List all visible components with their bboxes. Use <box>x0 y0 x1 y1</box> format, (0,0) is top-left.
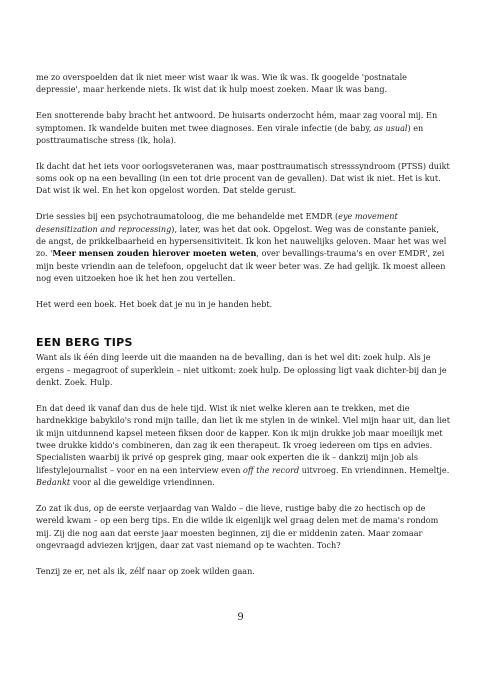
text-run: ), later, was het dat ook. Opgelost. Weg was de constante paniek, de angst, de prikkelbaarheid en hypersensitiviteit. Ik kon het nauwelijks geloven. Maar het was wel zo. ' <box>36 223 447 259</box>
text-run: Ik dacht dat het iets voor oorlogsveteranen was, maar posttraumatisch stresssyndroom (PTSS) duikt soms ook op na een bevalling (in een tot drie procent van de gevallen). Dat wist ik niet. Het is kut. Dat wist ik wel. En het kon opgelost worden. Dat stelde gerust. <box>36 160 450 196</box>
paragraph <box>36 298 450 310</box>
page-body <box>36 71 450 591</box>
text-run: ) en posttraumatische stress (ik, hola). <box>36 122 424 145</box>
italic-text: off the record <box>243 464 300 475</box>
text-run: me zo overspoelden dat ik niet meer wist waar ik was. Wie ik was. Ik googelde 'postnatale depressie', maar herkende niets. Ik wist dat ik hulp moest zoeken. Maar ik was bang. <box>36 72 407 95</box>
italic-text: eye movement desensitization and reprocessing <box>36 211 398 234</box>
page-number: 9 <box>237 612 244 623</box>
text-run: uitvroeg. En vriendinnen. Hemeltje. <box>299 464 450 475</box>
italic-text: Bedankt <box>36 477 71 488</box>
paragraph <box>36 502 450 552</box>
bold-text: Meer mensen zouden hierover moeten weten <box>52 248 257 259</box>
text-run: Zo zat ik dus, op de eerste verjaardag van Waldo – die lieve, rustige baby die zo hectisch op de wereld kwam – op een berg tips. En die wilde ik eigenlijk wel graag delen met de mama's rondom mij. Zij die nog aan dat eerste jaar moesten beginnen, zij die er middenin zaten. Maar zomaar ongevraagd adviezen krijgen, daar zat vast niemand op te wachten. Toch? <box>36 502 439 551</box>
paragraph <box>36 565 450 577</box>
paragraph <box>36 71 450 96</box>
italic-text: as usual <box>373 122 408 133</box>
paragraph <box>36 402 450 489</box>
text-run: Tenzij ze er, net als ik, zélf naar op zoek wilden gaan. <box>36 565 255 576</box>
text-run: voor al die geweldige vriendinnen. <box>70 477 215 488</box>
text-run: Drie sessies bij een psychotraumatoloog, die me behandelde met EMDR ( <box>36 211 339 222</box>
intro-paragraphs <box>36 71 450 310</box>
text-run: Het werd een boek. Het boek dat je nu in je handen hebt. <box>36 298 273 309</box>
paragraph <box>36 109 450 146</box>
paragraph <box>36 210 450 284</box>
section-heading: EEN BERG TIPS <box>36 336 133 350</box>
section-paragraphs <box>36 351 450 577</box>
paragraph <box>36 351 450 388</box>
text-run: Een snotterende baby bracht het antwoord. De huisarts onderzocht hém, maar zag vooral mij. En symptomen. Ik wandelde buiten met twee diagnoses. Een virale infectie (de baby, <box>36 110 438 133</box>
text-run: , over bevallings-trauma's en over EMDR', zei mijn beste vriendin aan de telefoon, opgelucht dat ik weer beter was. Ze had gelijk. Ik moest alleen nog even uitzoeken hoe ik het hen zou vertellen. <box>36 248 446 284</box>
text-run: En dat deed ik vanaf dan dus de hele tijd. Wist ik niet welke kleren aan te trekken, met die hardnekkige babykilo's rond mijn taille, dan liet ik me stylen in de winkel. Viel mijn haar uit, dan liet ik mijn uitdunnend kapsel meteen fiksen door de kapper. Kon ik mijn drukke job maar moeilijk met twee drukke kiddo's combineren, dan zag ik een therapeut. Ik vroeg iedereen om tips en advies. Specialisten waarbij ik privé op gesprek ging, maar ook experten die ik – dankzij mijn job als lifestylejournalist – voor en na een interview even <box>36 402 450 475</box>
text-run: Want als ik één ding leerde uit die maanden na de bevalling, dan is het wel dit: zoek hulp. Als je ergens – megagroot of superklein – niet uitkomt: zoek hulp. De oplossing ligt vaak dichter-bij dan je denkt. Zoek. Hulp. <box>36 352 447 388</box>
paragraph <box>36 160 450 197</box>
